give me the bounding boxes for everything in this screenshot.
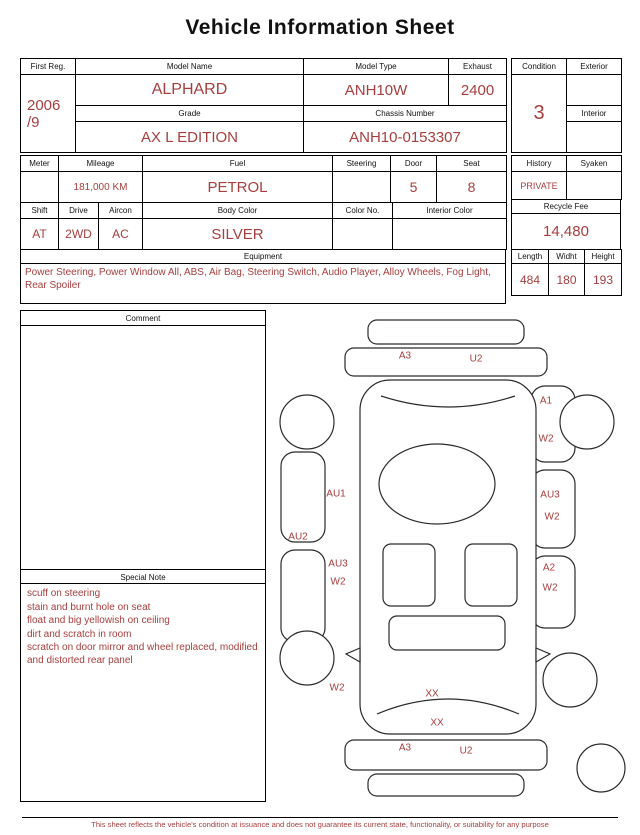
history-label: History [512, 156, 567, 172]
interior-color-label: Interior Color [393, 203, 507, 219]
first-reg-value [21, 75, 76, 153]
mileage-value: 181,000 KM [59, 172, 143, 203]
footer-divider [22, 817, 618, 829]
spare-wheel [577, 744, 625, 792]
special-note-line: stain and burnt hole on seat [27, 601, 151, 613]
interior-value [567, 122, 622, 153]
recycle-fee-value: 14,480 [512, 214, 621, 250]
seat-label: Seat [437, 156, 507, 172]
rear-bumper [345, 348, 547, 376]
door-value: 5 [391, 172, 437, 203]
damage-label: A3 [398, 350, 412, 362]
grade-value: AX L EDITION [76, 122, 304, 153]
meter-value [21, 172, 59, 203]
fuel-value: PETROL [143, 172, 333, 203]
special-note-line: float and big yellowish on ceiling [27, 615, 170, 626]
drive-value: 2WD [59, 219, 99, 250]
syaken-value [567, 172, 622, 200]
right-middle-panel [531, 470, 575, 548]
damage-label: U2 [469, 353, 483, 365]
damage-label: A3 [398, 742, 412, 754]
special-note-line: scratch on door mirror and wheel replaced, modified and distorted rear panel [27, 642, 258, 666]
condition-label: Condition [512, 59, 567, 75]
width-label: Widht [549, 250, 585, 264]
left-mirror [346, 648, 360, 662]
color-no-label: Color No. [333, 203, 393, 219]
car-body [360, 380, 536, 734]
equipment-value: Power Steering, Power Window All, ABS, Air Bag, Steering Switch, Audio Player, Alloy Wheels, Fog Light, Rear Spoiler [21, 264, 506, 304]
damage-label: W2 [329, 682, 345, 694]
front-strip [368, 774, 524, 796]
first-reg-month: /9 [27, 113, 40, 131]
wheel-front-left [280, 395, 334, 449]
exterior-value [567, 75, 622, 106]
length-value: 484 [512, 264, 549, 296]
comment-box [20, 310, 266, 802]
damage-label: W2 [544, 511, 560, 523]
condition-value: 3 [512, 75, 567, 153]
damage-label: A1 [539, 395, 553, 407]
damage-label: AU1 [326, 488, 346, 500]
equipment-label: Equipment [21, 250, 506, 264]
exhaust-value: 2400 [449, 75, 507, 106]
color-no-value [333, 219, 393, 250]
front-bumper [345, 740, 547, 770]
width-value: 180 [549, 264, 585, 296]
special-note-line: scuff on steering [27, 588, 101, 599]
footer-disclaimer: This sheet reflects the vehicle's condition at issuance and does not guarantee its current state, functionality, or suitability for any purpose [91, 820, 549, 829]
damage-label: AU3 [540, 489, 560, 501]
comment-label: Comment [21, 311, 265, 326]
body-color-value: SILVER [143, 219, 333, 250]
damage-label: W2 [542, 582, 558, 594]
drive-label: Drive [59, 203, 99, 219]
meter-label: Meter [21, 156, 59, 172]
grade-label: Grade [76, 106, 304, 122]
fuel-label: Fuel [143, 156, 333, 172]
damage-label: W2 [330, 576, 346, 588]
rear-strip [368, 320, 524, 344]
shift-label: Shift [21, 203, 59, 219]
interior-label: Interior [567, 106, 622, 122]
exhaust-label: Exhaust [449, 59, 507, 75]
damage-label: W2 [538, 433, 554, 445]
syaken-label: Syaken [567, 156, 622, 172]
damage-label: U2 [459, 745, 473, 757]
seat-value: 8 [437, 172, 507, 203]
spec-table [20, 155, 506, 304]
height-label: Height [585, 250, 622, 264]
model-name-label: Model Name [76, 59, 304, 75]
condition-table [511, 58, 621, 153]
wheel-rear-right [543, 653, 597, 707]
model-type-label: Model Type [304, 59, 449, 75]
damage-label: AU2 [288, 531, 308, 543]
shift-value: AT [21, 219, 59, 250]
height-value: 193 [585, 264, 622, 296]
damage-label: AU3 [328, 558, 348, 570]
model-name-value: ALPHARD [76, 75, 304, 106]
door-label: Door [391, 156, 437, 172]
special-note-label: Special Note [21, 569, 265, 584]
mileage-label: Mileage [59, 156, 143, 172]
model-type-value: ANH10W [304, 75, 449, 106]
length-label: Length [512, 250, 549, 264]
steering-label: Steering [333, 156, 391, 172]
first-reg-year: 2006 [27, 96, 61, 114]
aircon-label: Aircon [99, 203, 143, 219]
left-front-panel [281, 452, 325, 542]
special-note-line: dirt and scratch in room [27, 628, 132, 640]
first-reg-label: First Reg. [21, 59, 76, 75]
wheel-rear-left [280, 631, 334, 685]
recycle-fee-label: Recycle Fee [512, 200, 621, 214]
damage-label: A2 [542, 562, 556, 574]
special-note-text [21, 584, 265, 801]
car-diagram-drawing [265, 312, 637, 804]
chassis-number-label: Chassis Number [304, 106, 507, 122]
page-title: Vehicle Information Sheet [185, 16, 455, 39]
wheel-front-right [560, 395, 614, 449]
comment-text [21, 326, 265, 569]
chassis-number-value: ANH10-0153307 [304, 122, 507, 153]
history-value: PRIVATE [512, 172, 567, 200]
right-mirror [536, 648, 550, 662]
interior-color-value [393, 219, 507, 250]
aircon-value: AC [99, 219, 143, 250]
left-rear-panel [281, 550, 325, 642]
history-fee-table [511, 155, 621, 296]
exterior-label: Exterior [567, 59, 622, 75]
steering-value [333, 172, 391, 203]
damage-label: XX [425, 688, 439, 700]
damage-label: XX [430, 717, 444, 729]
identity-table [20, 58, 506, 153]
body-color-label: Body Color [143, 203, 333, 219]
car-damage-diagram [265, 312, 637, 804]
